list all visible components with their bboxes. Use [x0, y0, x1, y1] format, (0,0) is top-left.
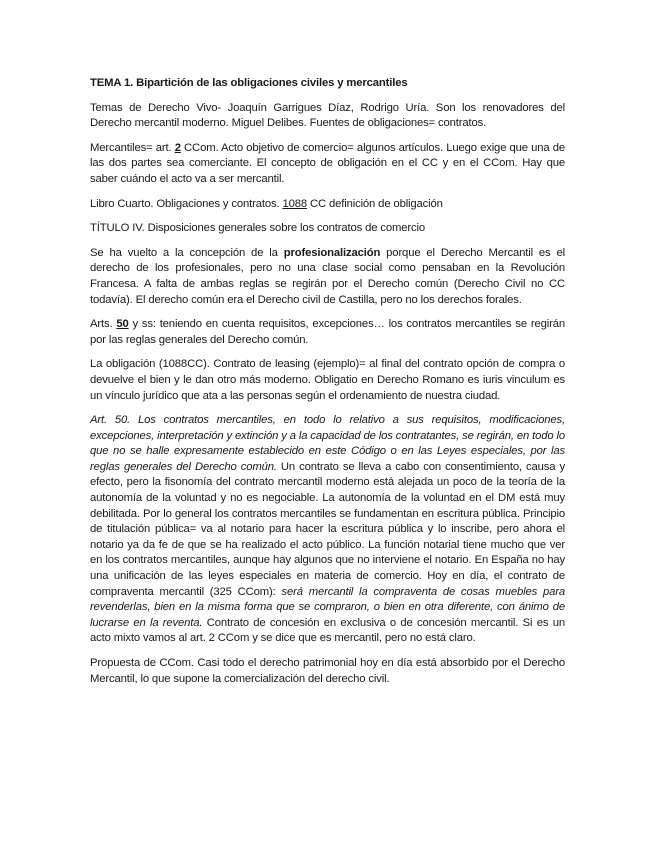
- paragraph-6: [90, 317, 565, 348]
- article-50-quote: Art. 50. Los contratos mercantiles, en todo lo relativo a sus requisitos, modificaciones, excepciones, interpretación y extinción y a la capacidad de los contratantes, se regirán, en todo lo que no se halle expresamente establecido en este Código o en las Leyes especiales, por las reglas generales del Derecho común.: [90, 414, 565, 473]
- paragraph-6-text-b: y ss: teniendo en cuenta requisitos, excepciones… los contratos mercantiles se regirán por las reglas generales del Derecho común.: [90, 318, 565, 346]
- paragraph-1: Temas de Derecho Vivo- Joaquín Garrigues Díaz, Rodrigo Uría. Son los renovadores del Derecho mercantil moderno. Miguel Delibes. Fuentes de obligaciones= contratos.: [90, 101, 565, 130]
- paragraph-5: [90, 246, 565, 308]
- paragraph-3: [90, 197, 565, 213]
- paragraph-4: TÍTULO IV. Disposiciones generales sobre los contratos de comercio: [90, 222, 426, 235]
- paragraph-2-text-b: CCom. Acto objetivo de comercio= algunos artículos. Luego exige que una de las dos partes sea comerciante. El concepto de obligación en el CC y en el CCom. Hay que saber cuándo el acto va a ser mercantil.: [90, 141, 566, 185]
- paragraph-3-text-b: CC definición de obligación: [306, 197, 443, 210]
- article-50-ref: 50: [116, 318, 129, 331]
- article-1088-ref: 1088: [282, 197, 307, 210]
- article-2-ref: 2: [174, 141, 181, 154]
- paragraph-5-text-a: Se ha vuelto a la concepción de la: [90, 246, 284, 259]
- title-prefix: TEMA 1.: [90, 77, 134, 89]
- title-text: Bipartición de las obligaciones civiles y mercantiles: [133, 77, 408, 89]
- paragraph-2-text-a: Mercantiles= art.: [90, 141, 175, 154]
- paragraph-6-text-a: Arts.: [90, 318, 117, 331]
- document-title: [90, 76, 565, 92]
- paragraph-3-text-a: Libro Cuarto. Obligaciones y contratos.: [90, 197, 283, 210]
- paragraph-2: [90, 141, 565, 188]
- article-325-quote: será mercantil la compraventa de cosas muebles para revenderlas, bien en la misma forma que se compraron, o bien en otra diferente, con ánimo de lucrarse en la reventa.: [90, 585, 565, 629]
- paragraph-5-text-b: porque el Derecho Mercantil es el derecho de los profesionales, pero no una clase social como pensaban en la Revolución Francesa. A falta de ambas reglas se regirán por el Derecho común (Derecho Civil no CC todavía). El derecho común era el Derecho civil de Castilla, pero no los derechos forales.: [90, 246, 565, 306]
- paragraph-9: Propuesta de CCom. Casi todo el derecho patrimonial hoy en día está absorbido por el Derecho Mercantil, lo que supone la comercialización del derecho civil.: [90, 657, 565, 685]
- profesionalizacion-term: profesionalización: [283, 246, 381, 259]
- paragraph-8: [90, 413, 565, 647]
- paragraph-7: La obligación (1088CC). Contrato de leasing (ejemplo)= al final del contrato opción de compra o devuelve el bien y le dan otro más moderno. Obligatio en Derecho Romano es iuris vinculum es un vínculo jurídico que ata a las personas según el ordenamiento de nuestra ciudad.: [90, 358, 565, 402]
- paragraph-8-text-1: Un contrato se lleva a cabo con consentimiento, causa y efecto, pero la fisonomía del contrato mercantil moderno está alejada un poco de la teoría de la autonomía de la voluntad y no es negociable. La autonomía de la voluntad en el DM está muy debilitada. Por lo general los contratos mercantiles se fundamentan en escritura pública. Principio de titulación pública= va al notario para hacer la escritura pública y lo inscribe, pero ahora el notario ya da fe de que se ha realizado el acto público. La función notarial tiene mucho que ver en los contratos mercantiles, aunque hay algunos que no interviene el notario. En España no hay una unificación de las leyes especiales en materia de comercio. Hoy en día, el contrato de compraventa mercantil (325 CCom):: [90, 460, 565, 598]
- paragraph-8-text-2: Contrato de concesión en exclusiva o de concesión mercantil. Si es un acto mixto vamos al art. 2 CCom y se dice que es mercantil, pero no está claro.: [90, 616, 565, 645]
